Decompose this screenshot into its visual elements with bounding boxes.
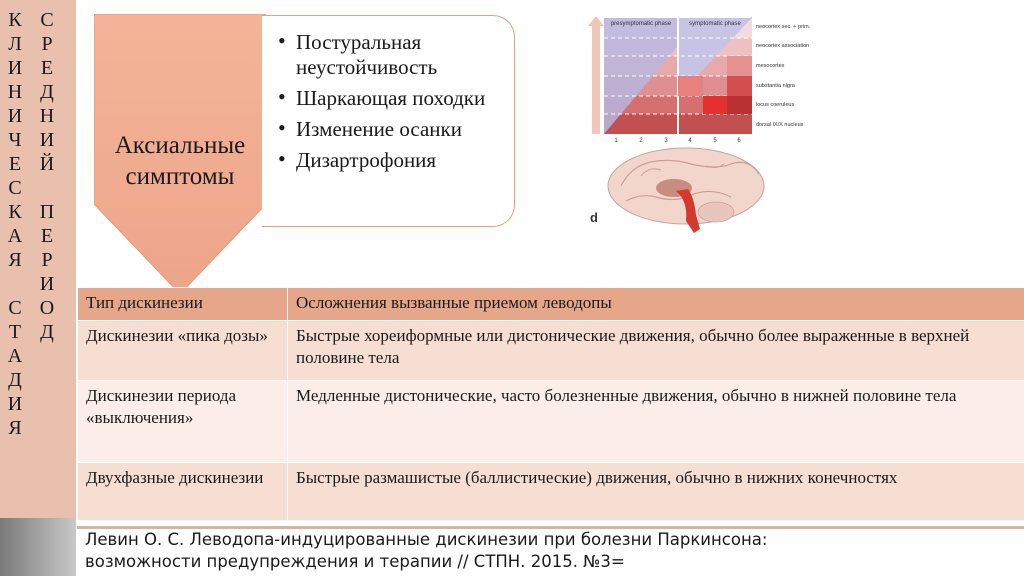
- vertical-letter: Н: [7, 81, 23, 103]
- region-label: substantia nigra: [756, 83, 795, 89]
- bullet-item: • Дизартрофония: [296, 148, 514, 173]
- vertical-letter: Е: [8, 153, 22, 175]
- reference-line-1: Левин О. С. Леводопа-индуцированные дискинезии при болезни Паркинсона:: [85, 530, 768, 549]
- stage-number: 5: [713, 138, 717, 144]
- stage-numbers: [614, 138, 741, 144]
- stage-number: 6: [737, 138, 741, 144]
- phase-label-presymptomatic: presymptomatic phase: [610, 21, 672, 27]
- vertical-title-middle-period: [38, 8, 56, 344]
- vertical-letter: Е: [40, 225, 54, 247]
- vertical-letter: О: [39, 297, 55, 319]
- vertical-letter: К: [8, 9, 22, 31]
- vertical-letter: С: [40, 9, 54, 31]
- brain-illustration: [608, 148, 764, 233]
- table-cell-type: Дискинезии «пика дозы»: [78, 321, 288, 381]
- vertical-letter: А: [7, 345, 23, 367]
- region-label: mesocortex: [756, 63, 785, 69]
- vertical-letter: А: [7, 225, 23, 247]
- table-cell-desc: Быстрые размашистые (баллистические) движения, обычно в нижних конечностях: [288, 463, 1024, 521]
- vertical-letter: С: [8, 177, 22, 199]
- staging-grid: [604, 16, 752, 134]
- axial-symptoms-title: Аксиальные симптомы: [114, 132, 246, 190]
- bullet-item: • Шаркающая походки: [296, 86, 514, 111]
- table-row: [78, 381, 1024, 463]
- vertical-letter: Е: [40, 57, 54, 79]
- vertical-letter: Д: [8, 369, 22, 391]
- bullet-item: • Постуральная неустойчивость: [296, 30, 514, 80]
- gradient-arrow-shaft: [592, 24, 600, 134]
- vertical-letter: Я: [8, 417, 22, 439]
- table-header-row: [78, 288, 1024, 321]
- sidebar-bottom-image: [0, 518, 76, 576]
- region-label: neocortex sec. + prim.: [756, 24, 811, 30]
- table-row: [78, 463, 1024, 521]
- vertical-letter: Я: [8, 249, 22, 271]
- region-label: locus coeruleus: [756, 102, 795, 108]
- region-label: neocortex association: [756, 43, 810, 49]
- table-cell-desc: Медленные дистонические, часто болезненные движения, обычно в нижней половине тела: [288, 381, 1024, 463]
- vertical-letter: Д: [40, 81, 54, 103]
- vertical-letter: И: [39, 273, 55, 295]
- vertical-letter: И: [7, 393, 23, 415]
- vertical-letter: [6, 272, 24, 296]
- vertical-letter: П: [39, 201, 55, 223]
- braak-staging-figure: [586, 16, 816, 241]
- vertical-letter: Д: [40, 321, 54, 343]
- region-label: dorsal IX/X nucleus: [756, 122, 804, 128]
- gradient-arrow-head: [588, 16, 604, 26]
- table-cell-type: Дискинезии периода «выключения»: [78, 381, 288, 463]
- vertical-letter: И: [7, 105, 23, 127]
- stage-number: 1: [614, 138, 618, 144]
- vertical-letter: К: [8, 201, 22, 223]
- phase-label-symptomatic: symptomatic phase: [689, 21, 741, 27]
- table-row: [78, 321, 1024, 381]
- vertical-letter: Л: [8, 33, 22, 55]
- table-header-type: Тип дискинезии: [78, 288, 288, 321]
- vertical-letter: И: [7, 57, 23, 79]
- vertical-letter: Ч: [8, 129, 22, 151]
- vertical-letter: [38, 176, 56, 200]
- figure-panel-letter: d: [590, 210, 598, 225]
- vertical-letter: И: [39, 129, 55, 151]
- reference-citation: [77, 526, 1024, 576]
- table-cell-desc: Быстрые хореиформные или дистонические движения, обычно более выраженные в верхней половине тела: [288, 321, 1024, 381]
- vertical-letter: Р: [41, 249, 53, 271]
- stage-number: 3: [664, 138, 668, 144]
- vertical-title-clinical-stage: [6, 8, 24, 440]
- vertical-letter: С: [8, 297, 22, 319]
- vertical-letter: Т: [8, 321, 22, 343]
- vertical-letter: Й: [39, 153, 55, 175]
- table-cell-type: Двухфазные дискинезии: [78, 463, 288, 521]
- dyskinesia-table: [77, 287, 1024, 521]
- vertical-letter: Р: [41, 33, 53, 55]
- stage-number: 2: [639, 138, 643, 144]
- bullet-item: • Изменение осанки: [296, 117, 514, 142]
- stage-number: 4: [688, 138, 692, 144]
- region-labels: [756, 24, 811, 128]
- axial-symptoms-list: [262, 15, 515, 227]
- table-header-complications: Осложнения вызванные приемом леводопы: [288, 288, 1024, 321]
- vertical-letter: Н: [39, 105, 55, 127]
- reference-line-2: возможности предупреждения и терапии // СТПН. 2015. №3=: [85, 552, 625, 571]
